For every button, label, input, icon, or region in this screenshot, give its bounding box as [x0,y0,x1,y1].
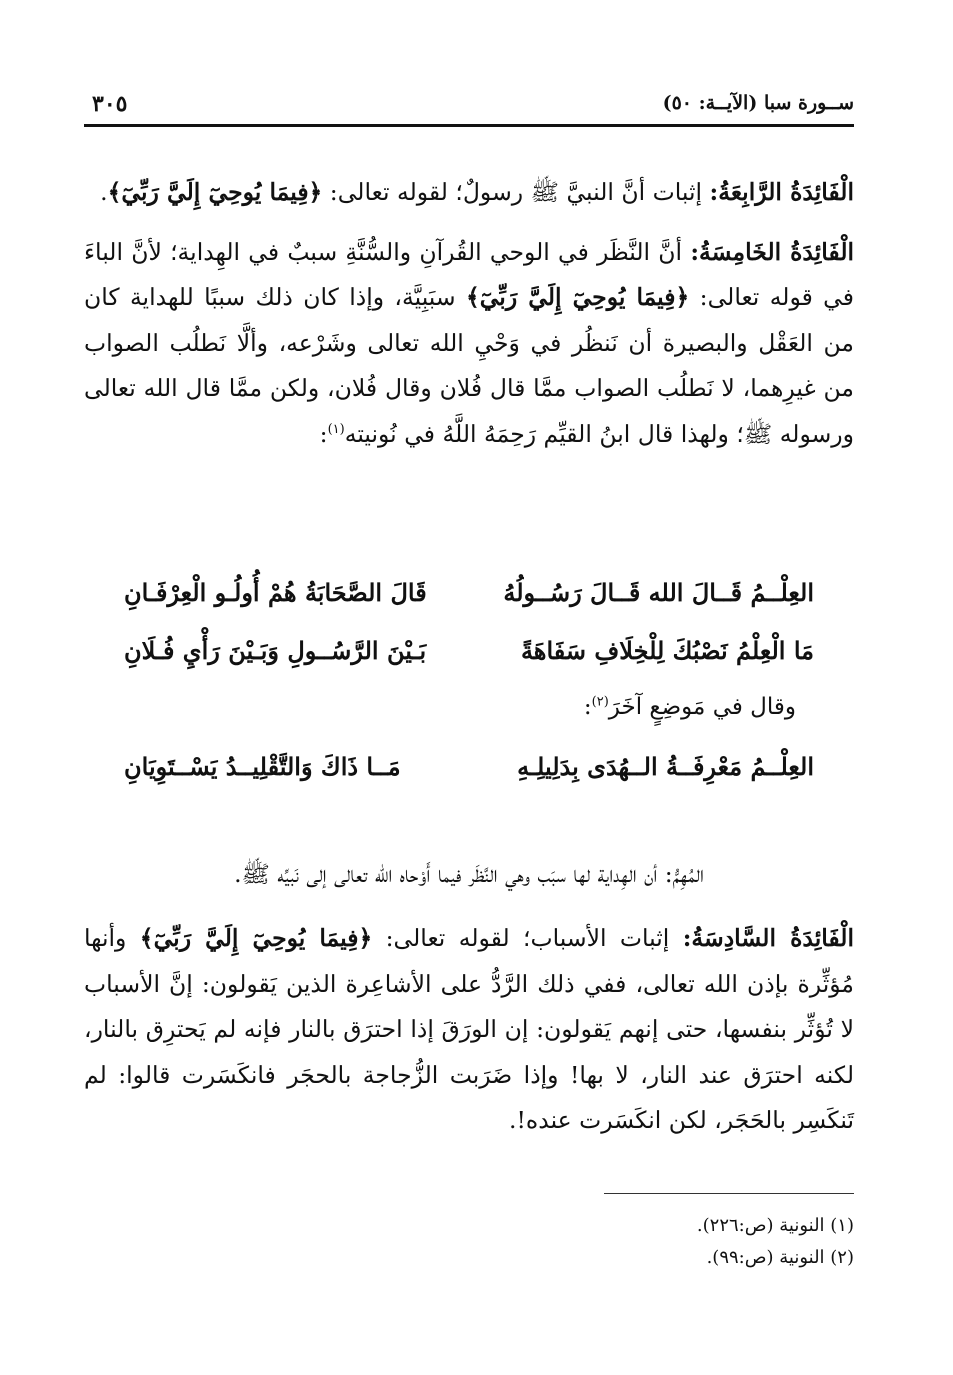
benefit-5-text-2: سبَبِيَّة، وإذا كان ذلك سببًا للهداية كان من العَقْل والبصيرة أن نَنظُر في وَحْيِ الله تعالى وشَرْعه، وألَّا نَطلُب الصواب من غيرِهما، لا نَطلُب الصواب ممَّا قال فُلان وقال فُلان، ولكن ممَّا قال الله تعالى ورسوله ﷺ؛ ولهذا قال ابنُ القيِّم رَحِمَهُ اللَّهُ في نُونيته [84,283,854,448]
header-rule [84,124,854,127]
verse-hemistich-left: بَـيْنَ الرَّسُــولِ وَبَـيْنَ رَأْيِ فُـلَانِ [124,636,427,665]
main-text [84,170,854,471]
page-number: ٣٠٥ [92,91,128,117]
quran-quote: ﴿فِيمَا يُوحِيٓ إِلَيَّ رَبِّيٓ﴾ [139,924,373,952]
poem-verse [84,752,854,810]
verse-hemistich-left: مَــا ذَاكَ وَالتَّقْلِيــدُ يَسْــتَوِيَانِ [124,752,401,781]
paragraph-benefit-6 [84,916,854,1144]
benefit-5-heading: الْفَائِدَةُ الخَامِسَةُ: [690,237,855,266]
poem-intro-text: وقال في مَوضِعٍ آخَرَ [608,694,796,720]
header-title: ســورة سبا (الآيــة: ٥٠) [662,92,854,114]
summary-line: المُهِمُّ: أن الهِداية لها سبَب وهي النَّظَر فيما أَوْحاه الله تعالى إلى نَبيِّه ﷺ. [234,860,704,888]
paragraph-benefit-4 [84,170,854,216]
verse-hemistich-left: قَالَ الصَّحَابَةُ هُمْ أُولُـو الْعِرْفَـانِ [124,578,427,607]
benefit-5-text-1: أنَّ النَّظَر في الوحي القُرآنِ والسُّنَّةِ سببٌ في الهِداية؛ لأنَّ الباءَ في قوله تعالى: [84,237,855,311]
benefit-4-text: إثبات أنَّ النبيَّ ﷺ رسولٌ؛ لقوله تعالى: [322,178,710,206]
footnotes [84,1210,854,1274]
paragraph-benefit-5 [84,230,854,458]
footnote-ref-2: (٢) [591,694,609,710]
page-header [84,92,854,122]
footnote-ref-1: (١) [327,421,345,437]
benefit-6-text-2: وأنها مُؤثِّرة بإذن الله تعالى، ففي ذلك الرَّدُّ على الأشاعِرة الذين يَقولون: إنَّ الأسباب لا تُؤثِّر بنفسها، حتى إنهم يَقولون: إن الورَقَ إذا احترَق بالنار فإنه لم يَحترِق بالنار، لكنه احترَق عند النار، لا بها! وإذا ضَرَبت الزُّجاجة بالحجَر فانكَسَرت قالوا: لم تَنكَسِر بالحَجَر، لكن انكَسَرت عنده!. [84,924,854,1134]
footnote-2: (٢) النونية (ص:٩٩). [706,1247,854,1268]
poem-intro-end: : [583,694,592,720]
verse-hemistich-right: العِلْــمُ مَعْرِفَــةُ الــهُدَى بِدَلِيلِـهِ [517,752,814,781]
quran-quote: ﴿فِيمَا يُوحِيٓ إِلَيَّ رَبِّيٓ﴾ [465,283,690,311]
benefit-4-end: . [100,178,108,206]
verse-hemistich-right: مَا الْعِلْمُ نَصْبُكَ لِلْخِلَافِ سَفَاهَةً [520,636,814,665]
poem-verse [84,636,854,694]
benefit-6-heading: الْفَائِدَةُ السَّادِسَةُ: [682,924,854,952]
benefit-5-end: : [319,419,328,448]
verse-hemistich-right: العِلْــمُ قَــالَ الله قَــالَ رَسُــولُهُ [503,578,814,607]
poem-intro [84,694,854,752]
footnote-separator [604,1193,854,1194]
benefit-6-text-1: إثبات الأسباب؛ لقوله تعالى: [372,924,683,952]
quran-quote: ﴿فِيمَا يُوحِيٓ إِلَيَّ رَبِّيٓ﴾ [107,178,323,206]
poem-block-1 [84,578,854,810]
footnote-1: (١) النونية (ص:٢٢٦). [696,1215,854,1236]
benefit-4-heading: الْفَائِدَةُ الرَّابِعَةُ: [709,178,854,206]
poem-verse [84,578,854,636]
